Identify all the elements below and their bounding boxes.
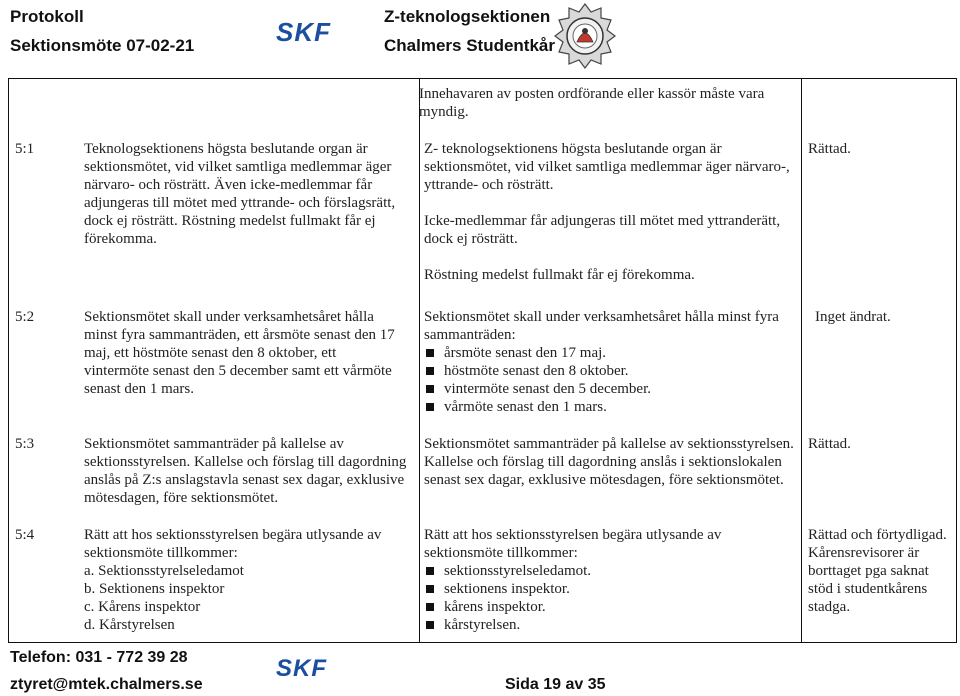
row-old-text: Teknologsektionens högsta beslutande organ är sektionsmötet, vid vilket samtliga medlemmar äger närvaro- och rösträtt. Även icke-medlemmar får adjungeras till mötet med yttrande- och förslagsrätt, dock ej rösträtt. Röstning medelst fullmakt får ej förekomma.: [84, 141, 396, 247]
row-number: 5:1: [15, 141, 35, 157]
old-text-line: c. Kårens inspektor: [84, 599, 201, 615]
row-old-text: [84, 526, 409, 634]
intro-note: Innehavaren av posten ordförande eller kassör måste vara myndig.: [419, 86, 765, 120]
statute-comparison-table: [8, 78, 957, 643]
list-item: sektionens inspektor.: [424, 580, 796, 598]
old-text-intro: Rätt att hos sektionsstyrelsen begära utlysande av sektionsmöte tillkommer:: [84, 527, 382, 561]
new-text-intro: Sektionsmötet skall under verksamhetsåret hålla minst fyra sammanträden:: [424, 309, 779, 343]
footer-skf-logo: SKF: [276, 655, 327, 682]
row-number: 5:3: [15, 436, 35, 452]
header-meeting-date: Sektionsmöte 07-02-21: [10, 36, 195, 55]
list-item: vintermöte senast den 5 december.: [424, 380, 796, 398]
old-text-line: a. Sektionsstyrelseledamot: [84, 563, 244, 579]
row-comment: Rättad och förtydligad. Kårensrevisorer är borttaget pga saknat stöd i studentkårens stadga.: [808, 527, 947, 615]
list-item: sektionsstyrelseledamot.: [424, 562, 796, 580]
header-union-name: Chalmers Studentkår: [384, 36, 555, 55]
header-section-name: Z-teknologsektionen: [384, 7, 551, 26]
footer-email: ztyret@mtek.chalmers.se: [10, 676, 203, 693]
column-divider: [801, 79, 802, 642]
row-old-text: Sektionsmötet sammanträder på kallelse av sektionsstyrelsen. Kallelse och förslag till dagordning anslås på Z:s anslagstavla senast sex dagar, exklusive mötesdagen, före sektionsmötet.: [84, 436, 407, 506]
new-text-paragraph: Z- teknologsektionens högsta beslutande organ är sektionsmötet, vid vilket samtliga medlemmar äger närvaro-, yttrande- och rösträtt.: [424, 141, 790, 193]
row-old-text: Sektionsmötet skall under verksamhetsåret hålla minst fyra sammanträden, ett årsmöte senast den 17 maj, ett höstmöte senast den 8 oktober, ett vintermöte senast den 5 december samt ett vårmöte senast den 1 mars.: [84, 309, 395, 397]
footer-phone: Telefon: 031 - 772 39 28: [10, 649, 188, 666]
row-number: 5:2: [15, 309, 35, 325]
list-item: årsmöte senast den 17 maj.: [424, 344, 796, 362]
old-text-line: b. Sektionens inspektor: [84, 581, 225, 597]
skf-logo: SKF: [276, 17, 331, 47]
row-new-text: [424, 140, 796, 284]
row-number: 5:4: [15, 527, 35, 543]
list-item: vårmöte senast den 1 mars.: [424, 398, 796, 416]
list-item: kårens inspektor.: [424, 598, 796, 616]
list-item: höstmöte senast den 8 oktober.: [424, 362, 796, 380]
row-comment: Inget ändrat.: [815, 309, 891, 325]
new-text-intro: Rätt att hos sektionsstyrelsen begära utlysande av sektionsmöte tillkommer:: [424, 527, 722, 561]
section-emblem-icon: [553, 2, 617, 70]
column-divider: [419, 79, 420, 642]
row-new-text: [424, 526, 796, 634]
row-new-text: [424, 308, 796, 416]
new-text-paragraph: Icke-medlemmar får adjungeras till mötet med yttranderätt, dock ej rösträtt.: [424, 213, 781, 247]
header-protocol-title: Protokoll: [10, 7, 84, 26]
row-new-text: Sektionsmötet sammanträder på kallelse av sektionsstyrelsen. Kallelse och förslag till dagordning anslås i sektionslokalen senast sex dagar, exklusive mötesdagen, före sektionsmötet.: [424, 436, 794, 488]
old-text-line: d. Kårstyrelsen: [84, 617, 175, 633]
new-text-paragraph: Röstning medelst fullmakt får ej förekomma.: [424, 267, 695, 283]
row-comment: Rättad.: [808, 141, 851, 157]
new-text-list: [424, 562, 796, 634]
new-text-list: [424, 344, 796, 416]
page-number: Sida 19 av 35: [505, 676, 606, 693]
list-item: kårstyrelsen.: [424, 616, 796, 634]
row-comment: Rättad.: [808, 436, 851, 452]
